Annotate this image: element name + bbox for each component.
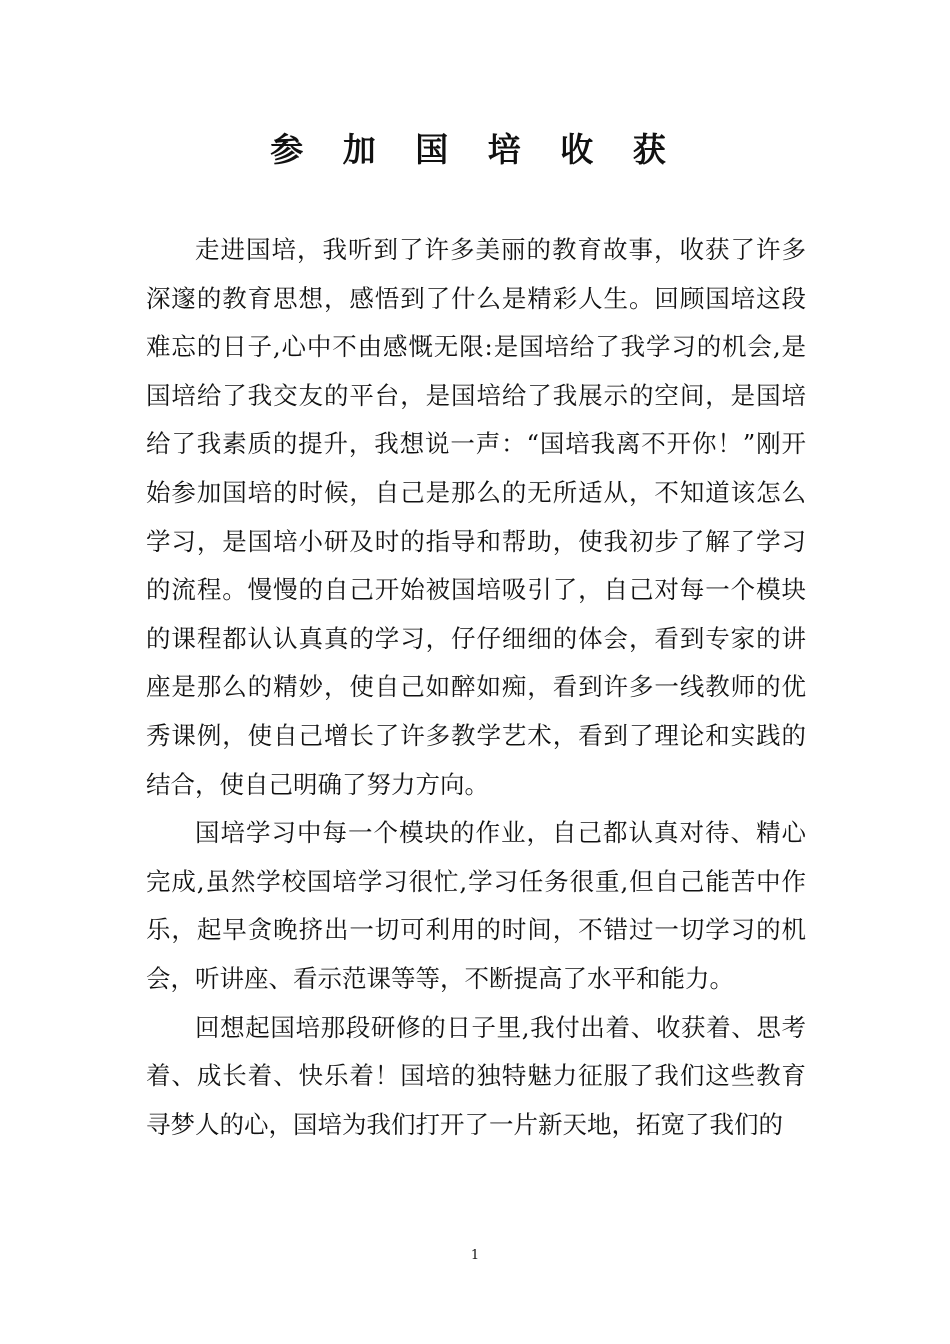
page-number: 1 <box>470 1248 480 1263</box>
document-body <box>146 226 806 1149</box>
paragraph-3: 回想起国培那段研修的日子里,我付出着、收获着、思考着、成长着、快乐着！国培的独特魅力征服了我们这些教育寻梦人的心，国培为我们打开了一片新天地，拓宽了我们的 <box>146 1012 806 1139</box>
document-title: 参 加 国 培 收 获 <box>270 130 680 169</box>
paragraph-1: 走进国培，我听到了许多美丽的教育故事，收获了许多深邃的教育思想，感悟到了什么是精彩人生。回顾国培这段难忘的日子,心中不由感慨无限:是国培给了我学习的机会,是国培给了我交友的平台，是国培给了我展示的空间，是国培给了我素质的提升，我想说一声：“国培我离不开你！”刚开始参加国培的时候，自己是那么的无所适从，不知道该怎么学习，是国培小研及时的指导和帮助，使我初步了解了学习的流程。慢慢的自己开始被国培吸引了，自己对每一个模块的课程都认认真真的学习，仔仔细细的体会，看到专家的讲座是那么的精妙，使自己如醉如痴，看到许多一线教师的优秀课例，使自己增长了许多教学艺术，看到了理论和实践的结合，使自己明确了努力方向。 <box>146 235 806 799</box>
paragraph-2: 国培学习中每一个模块的作业，自己都认真对待、精心完成,虽然学校国培学习很忙,学习任务很重,但自己能苦中作乐，起早贪晚挤出一切可利用的时间，不错过一切学习的机会，听讲座、看示范课等等，不断提高了水平和能力。 <box>146 818 806 993</box>
